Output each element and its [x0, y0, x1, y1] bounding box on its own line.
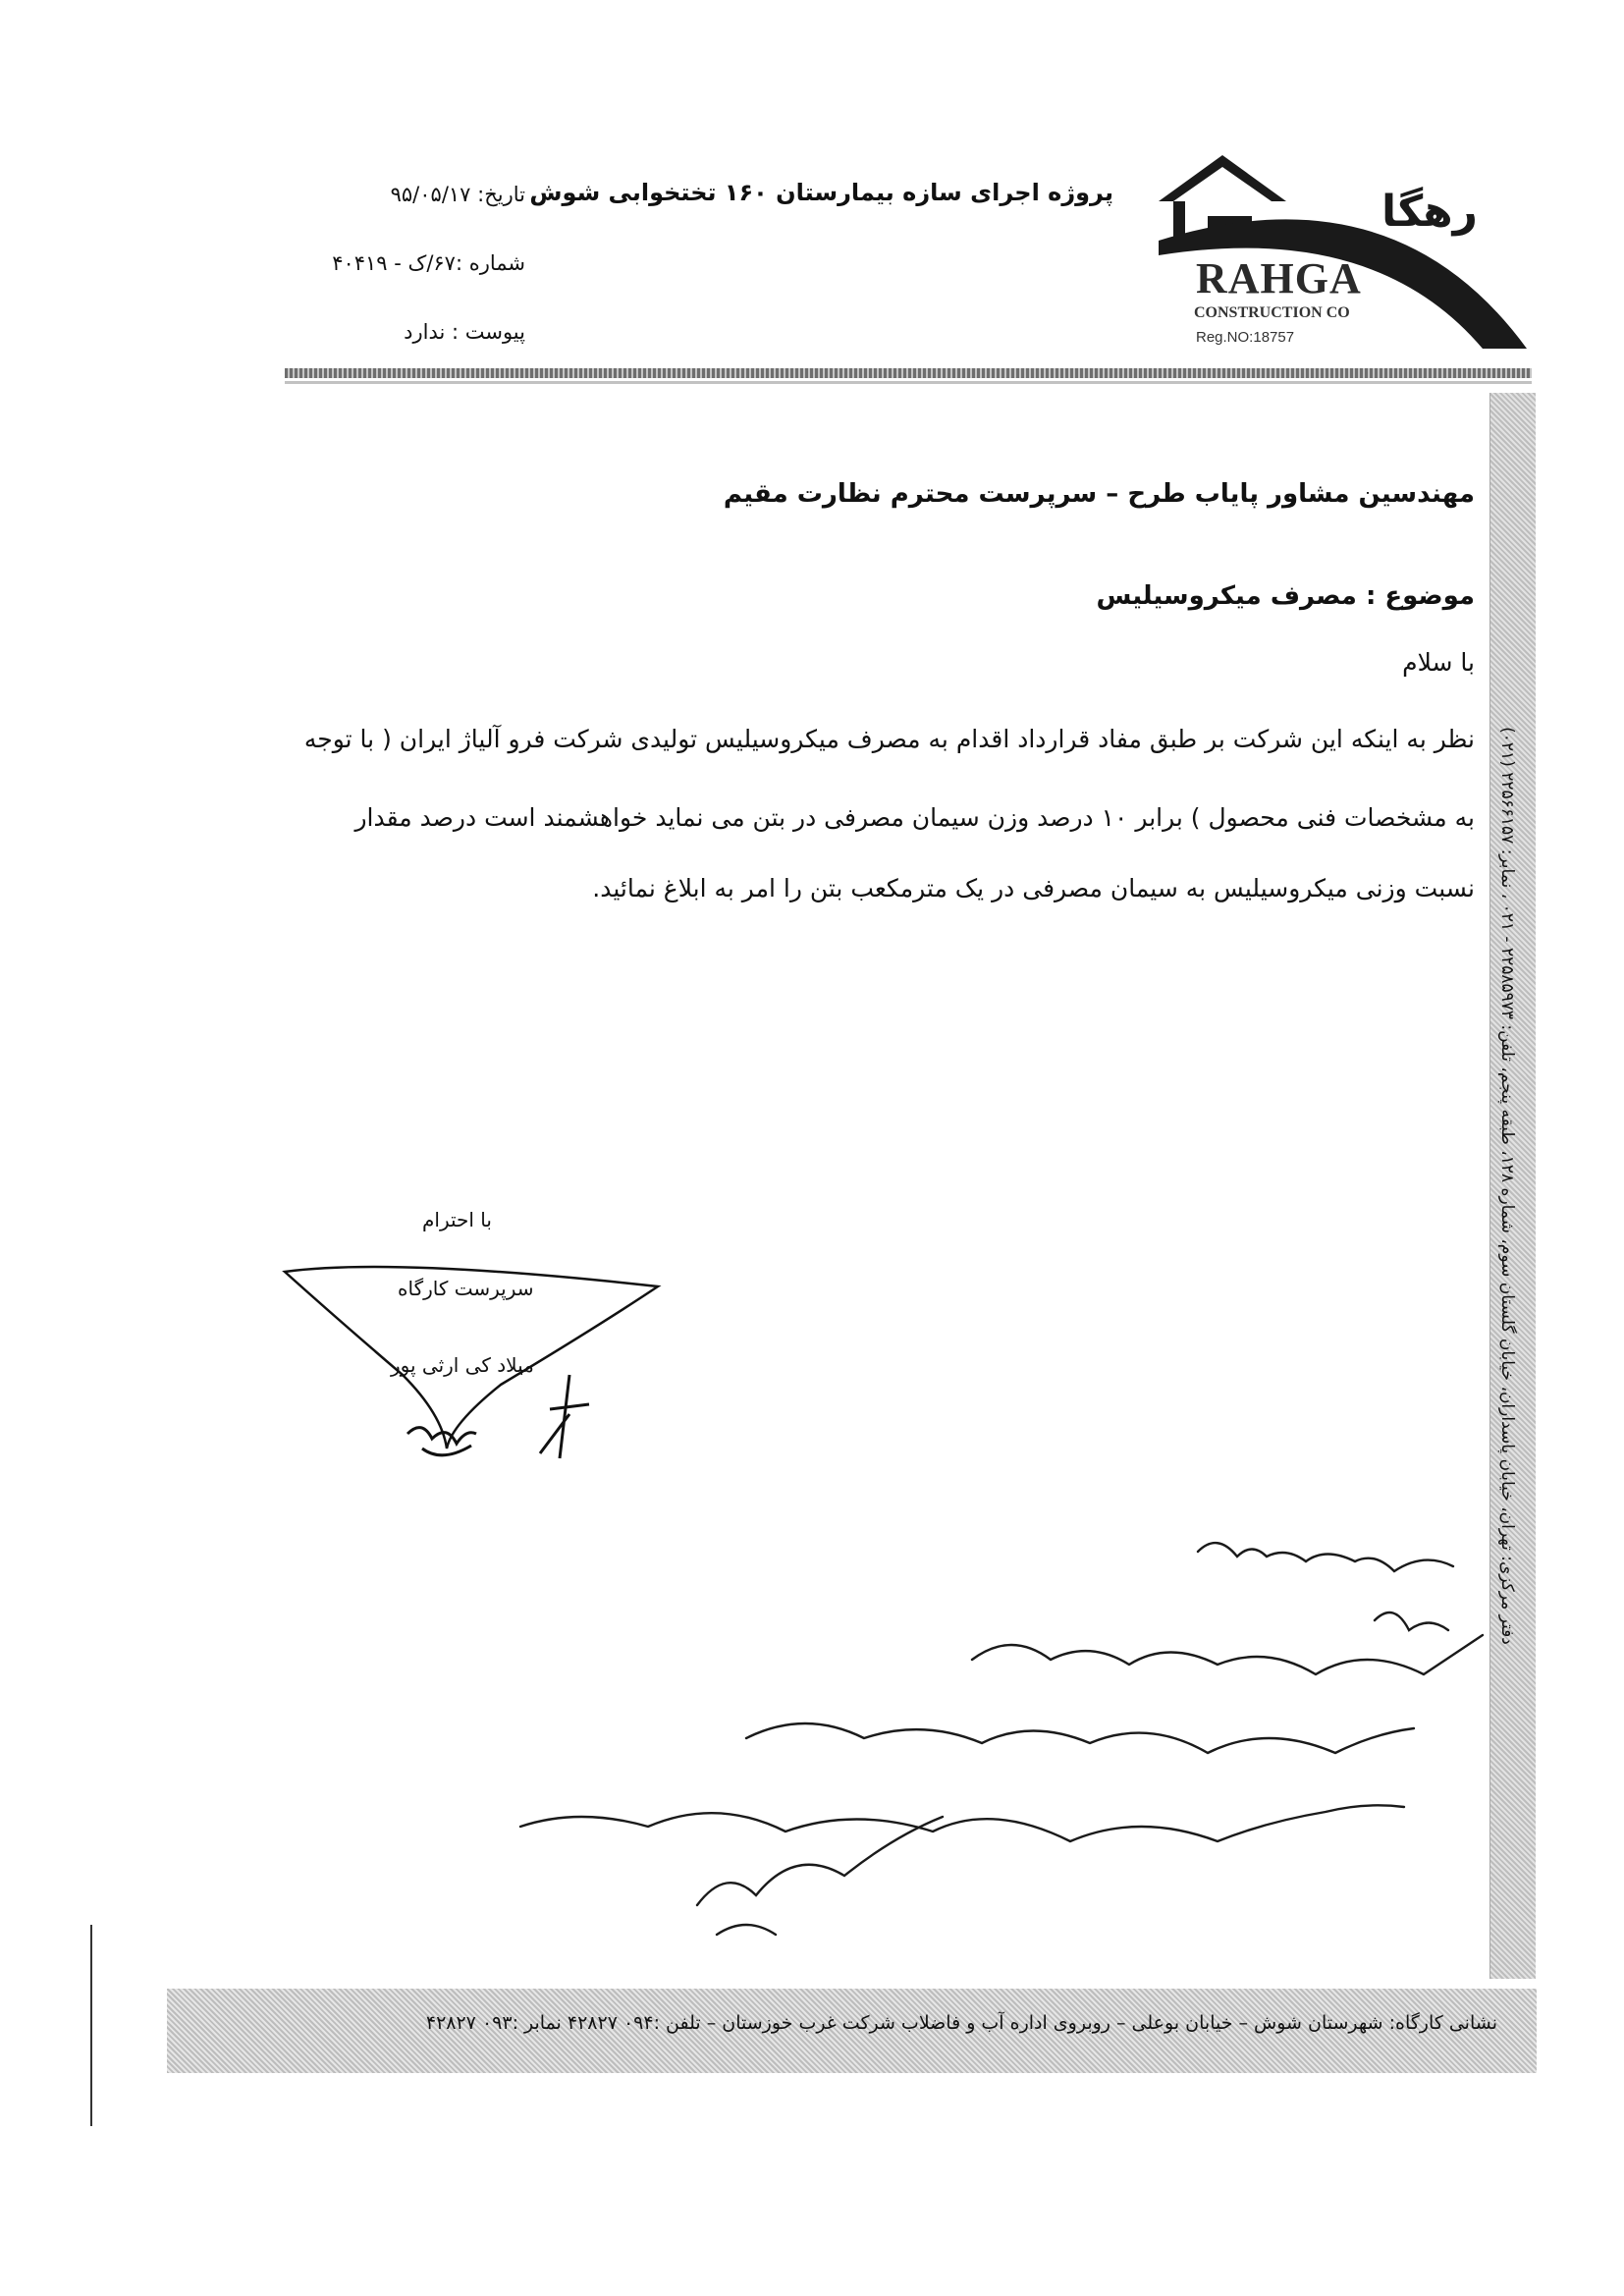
footer-band	[167, 1989, 1537, 2073]
closing: با احترام	[422, 1208, 492, 1231]
greeting: با سلام	[1402, 648, 1475, 677]
side-address-text: دفتر مرکزی: تهران، خیابان پاسداران، خیابان گلستان سوم، شماره ۱۲۸، طبقه پنجم، تلفن: ۲۲۵۸۵۹۷۳ - ۰۲۱ ، نمابر: ۲۲۵۶۶۱۵۷ (۰۲۱)	[1497, 727, 1517, 1645]
project-title: پروژه اجرای سازه بیمارستان ۱۶۰ تختخوابی شوش	[529, 179, 1113, 206]
logo-english-text: RAHGA	[1196, 254, 1362, 302]
logo-registration: Reg.NO:18757	[1196, 329, 1295, 346]
header-divider-thin	[285, 381, 1532, 384]
company-logo	[1149, 147, 1532, 354]
logo-mark-icon	[1149, 147, 1532, 354]
body-line: نظر به اینکه این شرکت بر طبق مفاد قرارداد اقدام به مصرف میکروسیلیس تولیدی شرکت فرو آلیاژ ایران ( با توجه	[303, 725, 1475, 753]
header-divider	[285, 368, 1532, 378]
letter-number: شماره :۶۷/ک - ۴۰۴۱۹	[332, 251, 525, 275]
body-line: نسبت وزنی میکروسیلیس به سیمان مصرفی در یک مترمکعب بتن را امر به ابلاغ نمائید.	[592, 874, 1475, 902]
letter-attachment: پیوست : ندارد	[404, 320, 525, 344]
logo-persian-text: رهگا	[1381, 187, 1478, 237]
subject: موضوع : مصرف میکروسیلیس	[1096, 581, 1475, 611]
recipient: مهندسین مشاور پایاب طرح – سرپرست محترم نظارت مقیم	[723, 479, 1475, 509]
letter-date: تاریخ: ۹۵/۰۵/۱۷	[390, 183, 525, 206]
handwritten-note	[511, 1532, 1512, 2003]
signer-name: میلاد کی ارثی پور	[391, 1353, 534, 1377]
body-line: به مشخصات فنی محصول ) برابر ۱۰ درصد وزن سیمان مصرفی در بتن می نماید خواهشمند است درصد مقدار	[354, 803, 1475, 832]
margin-line	[90, 1925, 92, 2126]
footer-address: نشانی کارگاه: شهرستان شوش – خیابان بوعلی – روبروی اداره آب و فاضلاب شرکت غرب خوزستان – تلفن :۰۹۴ ۴۲۸۲۷ نمابر :۰۹۳ ۴۲۸۲۷	[425, 2012, 1497, 2034]
logo-subtitle: CONSTRUCTION CO	[1194, 304, 1350, 321]
signer-title: سرپرست کارگاه	[398, 1277, 534, 1300]
